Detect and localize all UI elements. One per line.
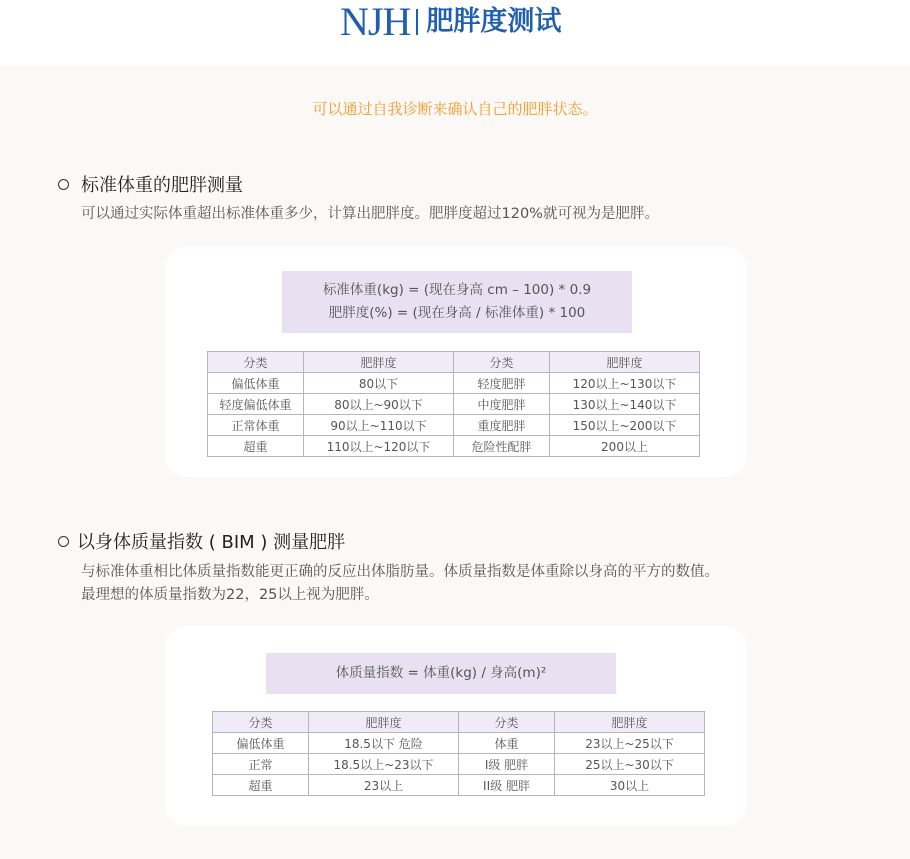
table-cell: 偏低体重 <box>208 373 304 394</box>
table-cell: 重度肥胖 <box>454 415 550 436</box>
logo-divider <box>416 9 418 35</box>
table-cell: 80以下 <box>304 373 454 394</box>
table-cell: 90以上~110以下 <box>304 415 454 436</box>
table-cell: 23以上~25以下 <box>555 733 705 754</box>
table-cell: 80以上~90以下 <box>304 394 454 415</box>
table-cell: 23以上 <box>309 775 459 796</box>
table-cell: II级 肥胖 <box>459 775 555 796</box>
section-title-bmi <box>58 528 345 554</box>
table-header-cell: 分类 <box>213 712 309 733</box>
table-cell: 超重 <box>208 436 304 457</box>
table-cell: 200以上 <box>550 436 700 457</box>
table-cell: 25以上~30以下 <box>555 754 705 775</box>
table-cell: I级 肥胖 <box>459 754 555 775</box>
formula-card <box>165 626 747 826</box>
intro-text: 可以通过自我诊断来确认自己的肥胖状态。 <box>312 100 598 118</box>
table-cell: 轻度肥胖 <box>454 373 550 394</box>
section-description: 可以通过实际体重超出标准体重多少，计算出肥胖度。肥胖度超过120%就可视为是肥胖。 <box>81 206 659 222</box>
description-line: 与标准体重相比体质量指数能更正确的反应出体脂肪量。体质量指数是体重除以身高的平方的数值。 <box>81 564 719 580</box>
table-cell: 轻度偏低体重 <box>208 394 304 415</box>
table-cell: 正常体重 <box>208 415 304 436</box>
logo-mark: NJH <box>340 0 411 44</box>
table-header-cell: 分类 <box>459 712 555 733</box>
table-cell: 正常 <box>213 754 309 775</box>
table-header-cell: 分类 <box>454 352 550 373</box>
logo[interactable] <box>340 0 561 44</box>
table-header-cell: 肥胖度 <box>555 712 705 733</box>
table-row <box>213 733 705 754</box>
table-cell: 中度肥胖 <box>454 394 550 415</box>
table-row <box>208 394 700 415</box>
table-header-row <box>208 352 700 373</box>
table-header-cell: 肥胖度 <box>309 712 459 733</box>
page-title: 肥胖度测试 <box>426 6 562 37</box>
table-header-cell: 肥胖度 <box>304 352 454 373</box>
table-cell: 18.5以上~23以下 <box>309 754 459 775</box>
table-row <box>208 373 700 394</box>
bmi-table <box>212 711 705 796</box>
table-cell: 30以上 <box>555 775 705 796</box>
formula-line: 体质量指数 = 体重(kg) / 身高(m)² <box>335 665 547 681</box>
table-cell: 超重 <box>213 775 309 796</box>
table-row <box>208 436 700 457</box>
table-row <box>213 775 705 796</box>
section-title-text: 标准体重的肥胖测量 <box>81 175 243 196</box>
section-title-text: 以身体质量指数 ( BIM ) 测量肥胖 <box>77 532 346 553</box>
table-cell: 130以上~140以下 <box>550 394 700 415</box>
table-cell: 体重 <box>459 733 555 754</box>
table-row <box>208 415 700 436</box>
table-row <box>213 754 705 775</box>
circle-bullet-icon <box>58 179 69 190</box>
obesity-table <box>207 351 700 457</box>
table-cell: 150以上~200以下 <box>550 415 700 436</box>
table-header-cell: 分类 <box>208 352 304 373</box>
description-line: 最理想的体质量指数为22，25以上视为肥胖。 <box>81 587 379 603</box>
table-cell: 危险性配胖 <box>454 436 550 457</box>
formula-box <box>282 271 632 333</box>
section-title-standard-weight <box>58 171 243 197</box>
table-cell: 18.5以下 危险 <box>309 733 459 754</box>
page-header <box>0 0 910 66</box>
section-description <box>81 561 719 607</box>
table-header-cell: 肥胖度 <box>550 352 700 373</box>
table-cell: 偏低体重 <box>213 733 309 754</box>
formula-box <box>266 653 616 694</box>
main-content <box>0 66 910 859</box>
circle-bullet-icon <box>58 536 69 547</box>
table-header-row <box>213 712 705 733</box>
formula-line: 肥胖度(%) = (现在身高 / 标准体重) * 100 <box>328 305 586 321</box>
formula-card <box>165 247 747 477</box>
table-cell: 110以上~120以下 <box>304 436 454 457</box>
formula-line: 标准体重(kg) = (现在身高 cm – 100) * 0.9 <box>322 282 592 298</box>
table-cell: 120以上~130以下 <box>550 373 700 394</box>
